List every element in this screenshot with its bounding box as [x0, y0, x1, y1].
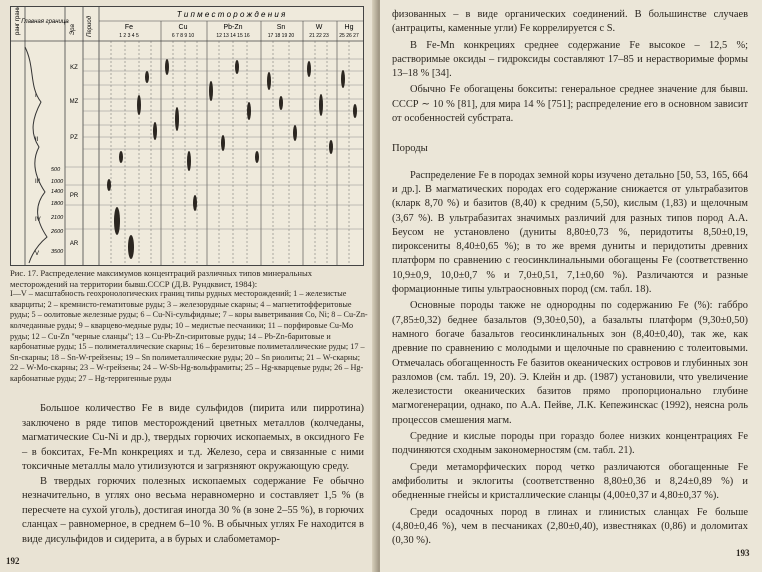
age-1000: 1000	[51, 179, 64, 185]
group-cu: Cu	[178, 24, 188, 31]
section-heading-porody: Породы	[392, 143, 428, 155]
page-number-left: 192	[6, 556, 20, 566]
era-kz: KZ	[70, 65, 78, 71]
page-number-right: 193	[736, 548, 750, 558]
sn-type-numbers: 17 18 19 20	[267, 33, 295, 39]
left-body-text	[22, 402, 364, 547]
figure-col-main-boundary: Главная граница	[21, 19, 69, 25]
w-type-numbers: 21 22 23	[309, 33, 329, 39]
figure-col-era: Эра	[70, 24, 76, 35]
caption-title: Рис. 17. Распределение максимумов концентраций различных типов минеральных месторождений на территории бывш.СССР (Д.В. Рундквист, 1984):	[10, 268, 313, 289]
group-pbzn: Pb-Zn	[223, 24, 243, 31]
fe-type-numbers: 1 2 3 4 5	[119, 33, 139, 39]
right-paragraph-2: В Fe-Mn конкрециях среднее содержание Fe высокое – 12,5 %; растворимые оксиды – гидроксиды составляют 17–85 и нерастворимые формы 13–18 % [34].	[392, 39, 748, 80]
group-fe: Fe	[124, 24, 134, 31]
group-hg: Hg	[344, 24, 354, 31]
age-1800: 1800	[51, 201, 64, 207]
boundary-5: V	[35, 251, 40, 257]
age-3500: 3500	[51, 249, 64, 255]
right-paragraph-6: Средние и кислые породы при гораздо более низких концентрациях Fe подчиняются сходным закономерностям (см. табл. 21).	[392, 431, 748, 457]
era-mz: MZ	[69, 99, 79, 105]
era-pz: PZ	[70, 135, 78, 141]
right-body-text	[392, 8, 748, 550]
left-paragraph-2: В твердых горючих полезных ископаемых содержание Fe обычно незначительно, в углях оно весьма неравномерно и составляет 1,5 % (в пересчете на сухой уголь), достигая иногда 30 % (в зоне 2–55 %), в горючих сланцах – равномерное, в среднем 6–10 %. В обычных углях Fe находится в виде дисульфидов и сидерита, а в бурых и слабометамор-	[22, 475, 364, 545]
right-paragraph-4: Распределение Fe в породах земной коры изучено детально [50, 53, 165, 664 и др.]. В магматических породах его содержание снижается от ультрабазитов (кларк 8,70 %) и базитов (8,40) к средним (5,50), кислым (1,83) и щелочным (3,67 %). В ультрабазитах значимых различий для разных типов пород А.А. Беусом не установлено (дуниты 8,80±0,73 %, перидотиты 8,50±0,19, пироксениты 8,40±0,65 %); в то же время дуниты и перидотиты древних платформ по сравнению с геосинклинальными обогащены Fe (соответственно 10,9±0,9, 10,0±0,7 % и 7,0±0,51, 7,1±0,60 %). Различаются и разные формационные типы ультраосновных пород (см. табл. 18).	[392, 169, 748, 296]
right-page	[380, 0, 762, 572]
age-2600: 2600	[51, 229, 64, 235]
left-page	[0, 0, 378, 572]
figure-main-header: Т и п м е с т о р о ж д е н и я	[176, 10, 286, 19]
figure-17-svg	[11, 7, 363, 265]
boundary-1: I	[35, 93, 37, 99]
left-paragraph-1: Большое количество Fe в виде сульфидов (пирита или пирротина) заключено в ряде типов месторождений цветных металлов (колчеданы, магматические Cu-Ni и др.), твердых горючих ископаемых, в оксидного Fe – в бокситах, Fe-Mn конкрециях и т.д. Железо, сера и связанные с ними токсичные металлы мало утилизуются и загрязняют окружающую среду.	[22, 403, 364, 472]
figure-17-chart	[10, 6, 364, 266]
right-paragraph-1: физованных – в виде органических соединений. В большинстве случаев (антрациты, каменные угли) Fe коррелируется с S.	[392, 9, 748, 35]
age-500: 500	[51, 167, 61, 173]
cu-type-numbers: 6 7 8 9 10	[171, 33, 195, 39]
right-paragraph-5: Основные породы также не однородны по содержанию Fe (%): габбро (7,85±0,32) беднее базальтов (9,30±0,50), а базальты платформ (9,30±0,50) намного богаче базальтов геосинклинальных зон (8,40±0,40), так же, как древние по сравнению с молодыми и щелочные по сравнению с толеитовыми. Отмечалась обогащенность Fe базитов океанических островов и глубинных зон разломов (см. табл. 19, 20). Э. Клейн и др. (1987) установили, что увеличение железистости океанических базитов прямо пропорционально глубине магмогенерации, однако, по А.А. Пейве, Л.К. Кепежинскас (1992), неясна роль процессов смешения магм.	[392, 300, 748, 426]
boundary-3: III	[35, 179, 41, 185]
group-sn: Sn	[276, 24, 286, 31]
figure-col-period: Период	[87, 15, 93, 37]
figure-col-boundary-index: ранг границ	[15, 7, 21, 35]
boundary-rank-curve	[25, 47, 47, 263]
figure-caption	[10, 268, 368, 385]
age-1400: 1400	[51, 189, 64, 195]
era-ar: AR	[69, 241, 79, 247]
group-w: W	[315, 24, 323, 31]
boundary-4: IV	[35, 217, 41, 223]
pbzn-type-numbers: 12 13 14 15 16	[216, 33, 250, 39]
age-2100: 2100	[51, 215, 64, 221]
hg-type-numbers: 25 26 27	[339, 33, 359, 39]
caption-legend: I—V – масштабность геохронологических границ типы рудных месторождений; 1 – железистые кварциты; 2 – кремнисто-гематитовые руды; 3 – железорудные скарны; 4 – магнетитофферитовые руды; 5 – оолитовые железные руды; 6 – Cu-Ni-сульфидные; 7 – коры выветривания Co, Ni; 8 – Cu-Zn-колчеданные руды; 9 – кварцево-медные руды; 10 – медистые песчаники; 11 – порфировые Cu-Mo руды; 12 – Cu-Zn "черные сланцы"; 13 – Cu-Pb-Zn-сиритовые руды; 14 – Pb-Zn-баритовые и карбонатные руды; 15 – полиметаллические скарны; 16 – березитовые полиметаллические руды; 17 – Sn-скарны; 18 – Sn-W-грейзены; 19 – Sn полиметаллические руды; 20 – Sn риолиты; 21 – W-скарны; 22 – W-Mo-скарны; 23 – W-грейзены; 24 – W-Sb-Hg-вольфрамиты; 25 – Hg-кварцевые руды; 26 – Hg-карбонатные руды; 27 – Hg-терригенные руды	[10, 289, 368, 383]
right-paragraph-7: Среди метаморфических пород четко различаются обогащенные Fe амфиболиты и эклогиты (соответственно 8,80±0,36 и 8,24±0,89 %) и обедненные гнейсы и кристаллические сланцы (4,00±0,37 и 4,80±0,37 %).	[392, 461, 748, 502]
right-paragraph-3: Обычно Fe обогащены бокситы: генеральное среднее значение для бывш. СССР ∼ 10 % [81], для мира 14 % [751]; распределение его в основном зависит от особенностей субстрата.	[392, 84, 748, 125]
boundary-2: II	[35, 137, 39, 143]
right-paragraph-8: Среди осадочных пород в глинах и глинистых сланцах Fe больше (4,80±0,46 %), чем в песчаниках (2,80±0,40), известняках (0,86) и доломитах (0,30 %).	[392, 506, 748, 547]
era-pr: PR	[69, 193, 79, 199]
